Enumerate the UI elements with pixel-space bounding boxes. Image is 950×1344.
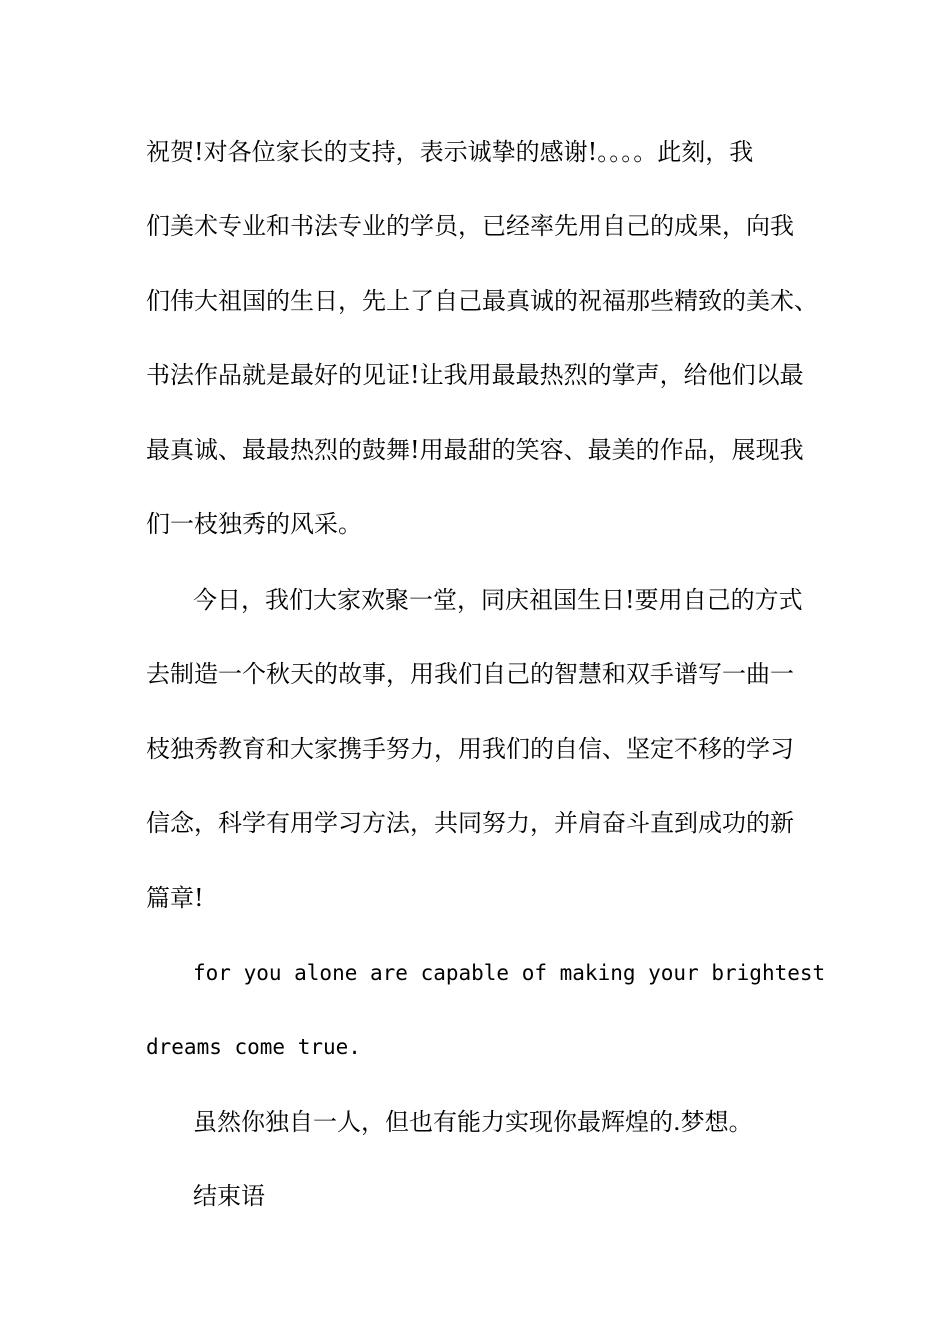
paragraph-2-line-4: 信念，科学有用学习方法，共同努力，并肩奋斗直到成功的新 — [146, 809, 794, 837]
translation-line: 虽然你独自一人，但也有能力实现你最辉煌的.梦想。 — [193, 1108, 753, 1136]
paragraph-2-line-2: 去制造一个秋天的故事，用我们自己的智慧和双手谱写一曲一 — [146, 660, 794, 688]
paragraph-1-line-1: 祝贺!对各位家长的支持，表示诚挚的感谢!。。。。此刻，我 — [146, 138, 754, 166]
paragraph-2-line-3: 枝独秀教育和大家携手努力，用我们的自信、坚定不移的学习 — [146, 735, 794, 763]
paragraph-2-line-5: 篇章! — [146, 884, 204, 912]
paragraph-1-line-5: 最真诚、最最热烈的鼓舞!用最甜的笑容、最美的作品，展现我 — [146, 436, 804, 464]
english-quote-line-2: dreams come true. — [146, 1035, 361, 1059]
paragraph-1-line-2: 们美术专业和书法专业的学员，已经率先用自己的成果，向我 — [146, 212, 794, 240]
paragraph-1-line-3: 们伟大祖国的生日，先上了自己最真诚的祝福那些精致的美术、 — [146, 287, 818, 315]
paragraph-2-line-1: 今日，我们大家欢聚一堂，同庆祖国生日!要用自己的方式 — [193, 586, 803, 614]
paragraph-1-line-4: 书法作品就是最好的见证!让我用最最热烈的掌声，给他们以最 — [146, 361, 804, 389]
closing-heading: 结束语 — [193, 1182, 265, 1210]
paragraph-1-line-6: 们一枝独秀的风采。 — [146, 510, 362, 538]
english-quote-line-1: for you alone are capable of making your brightest — [193, 961, 826, 985]
